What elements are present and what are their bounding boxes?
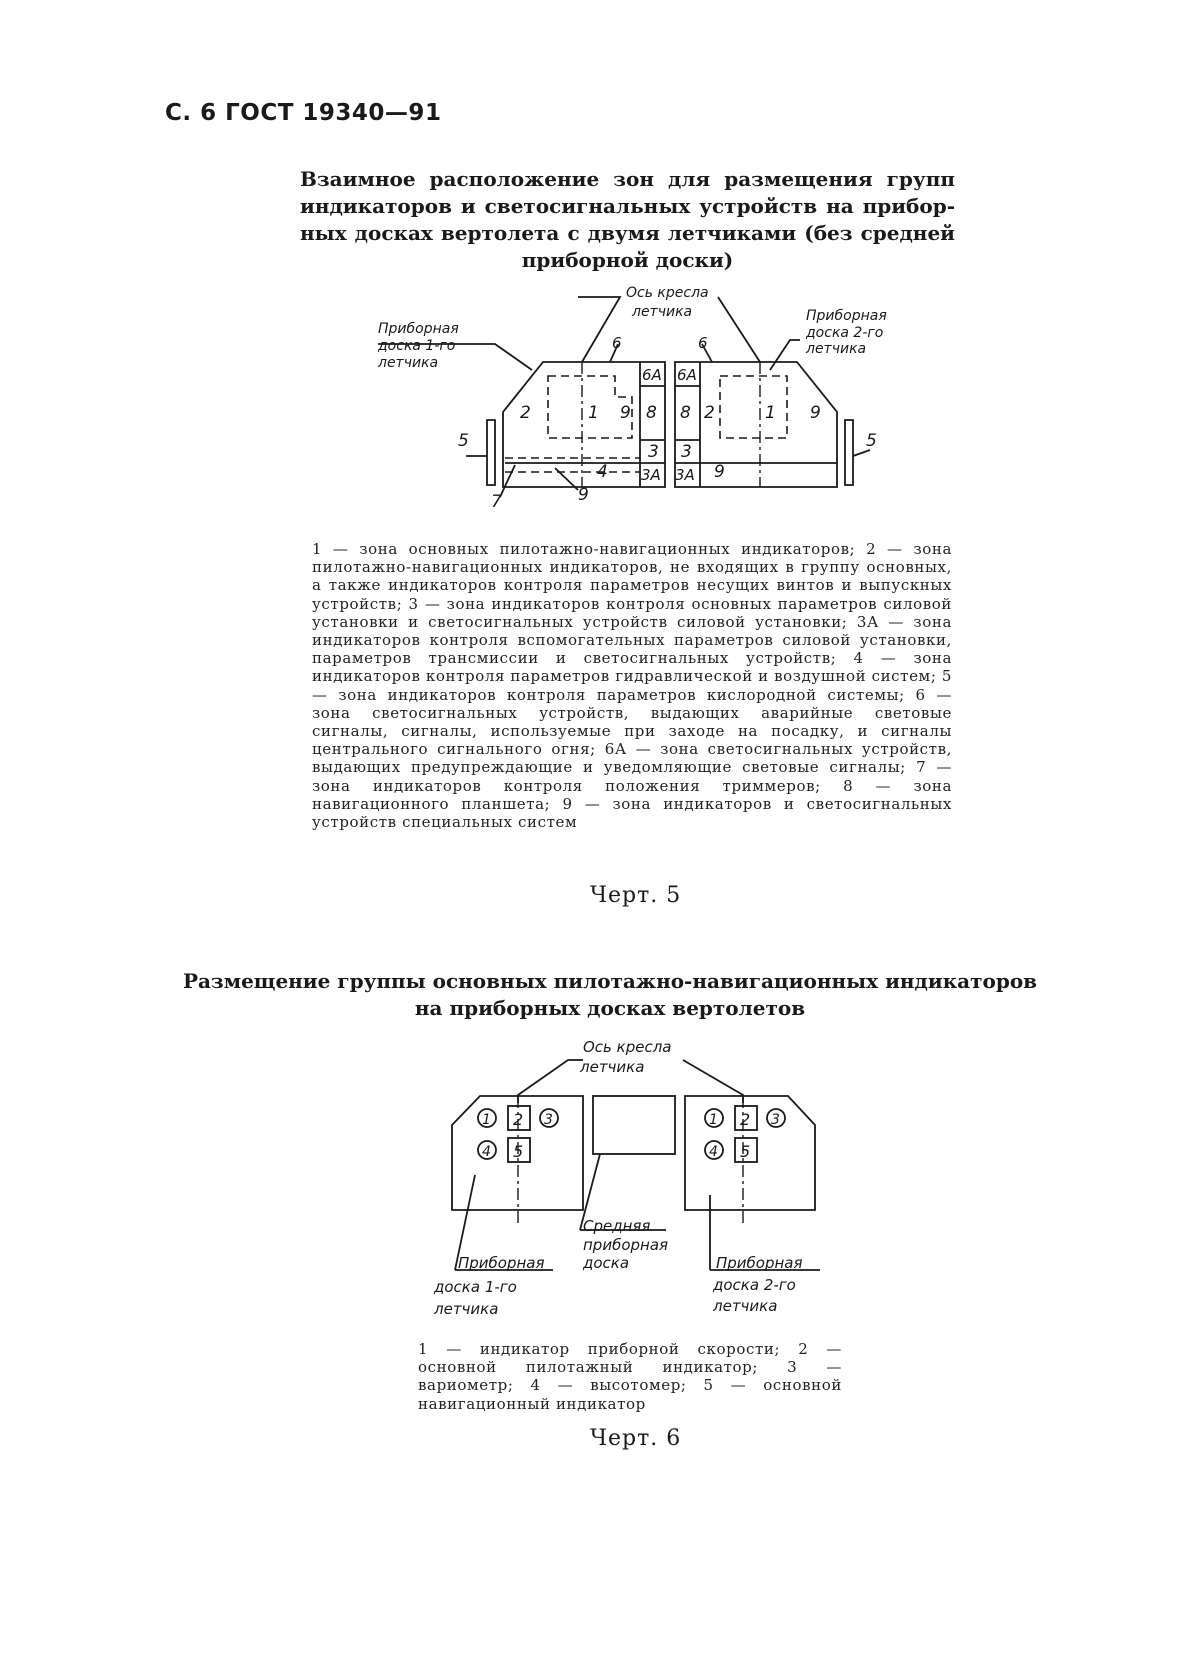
zone-1-board2: 1 [765,403,776,423]
board2-label-line2: доска 2-го [806,325,884,341]
zone-7: 7 [491,492,502,512]
axis-label-line1: Ось кресла [626,285,709,301]
fig6-axis-label-line1: Ось кресла [583,1038,672,1056]
fig6-middle-board [593,1096,675,1154]
zone-3a-board2: 3А [675,466,695,484]
figure5-title-line: ных досках вертолета с двумя летчиками (без средней [300,221,955,245]
board2-label-line3: летчика [806,341,867,357]
fig6-middle-label-line3: доска [583,1254,630,1272]
figure6-title-line: Размещение группы основных пилотажно-навигационных индикаторов [182,969,1038,993]
figure5-title-line: Взаимное расположение зон для размещения групп [300,167,955,191]
fig6-b1-num5: 5 [513,1142,524,1161]
zone-6a-board1: 6А [642,366,662,384]
fig6-middle-label-line2: приборная [583,1236,669,1254]
fig6-b2-num5: 5 [740,1142,751,1161]
zone-3a-board1: 3А [641,466,661,484]
board1-label-line3: летчика [378,355,439,371]
fig6-b1-num1: 1 [482,1112,491,1128]
fig6-b2-num4: 4 [709,1144,718,1160]
axis-label-line2: летчика [632,304,693,320]
fig6-b2-num2: 2 [740,1110,751,1129]
board1-label-line2: доска 1-го [378,338,456,354]
fig6-b2-num3: 3 [771,1112,780,1128]
zone-6-board2: 6 [698,334,708,352]
fig6-b2-num1: 1 [709,1112,718,1128]
zone-2-board1: 2 [520,403,531,423]
figure6-chert: Черт. 6 [590,1426,682,1451]
zone-9-board2: 9 [810,403,821,423]
zone-6-board1: 6 [612,334,622,352]
board2-label-line1: Приборная [806,308,887,324]
figure5-title-line: приборной доски) [521,248,734,272]
zone-9-board1: 9 [620,403,631,423]
zone-3-board2: 3 [681,442,692,462]
figure5-title-line: индикаторов и светосигнальных устройств на прибор- [300,194,955,218]
figure6-title-line: на приборных досках вертолетов [414,996,806,1020]
page-header: С. 6 ГОСТ 19340—91 [165,100,442,126]
board1-label-line1: Приборная [378,321,459,337]
zone-1-board1: 1 [588,403,599,423]
fig6-board2-label-line1: Приборная [716,1254,803,1272]
fig6-axis-label-line2: летчика [580,1058,645,1076]
fig6-b1-num2: 2 [513,1110,524,1129]
figure6-caption: 1 — индикатор приборной скорости; 2 — основной пилотажный индикатор; 3 — вариометр; 4 — высотомер; 5 — основной навигационный индикатор [418,1340,842,1413]
zone-5-left: 5 [458,431,469,451]
zone-3-board1: 3 [648,442,659,462]
zone-5-right: 5 [866,431,877,451]
zone-8-board2: 8 [680,403,691,423]
zone-2-board2: 2 [704,403,715,423]
zone-9-lower: 9 [714,462,725,482]
fig6-board1-label-line2: доска 1-го [434,1278,517,1296]
zone-8-board1: 8 [646,403,657,423]
fig6-middle-label-line1: Средняя [583,1217,651,1235]
fig6-b1-num3: 3 [544,1112,553,1128]
fig6-board1-label-line3: летчика [434,1300,499,1318]
fig6-board1-label-line1: Приборная [458,1254,545,1272]
fig6-board2-label-line2: доска 2-го [713,1276,796,1294]
zone-9-leader: 9 [578,485,589,505]
fig6-b1-num4: 4 [482,1144,491,1160]
zone-4: 4 [597,462,608,482]
zone-6a-board2: 6А [677,366,697,384]
figure5-caption: 1 — зона основных пилотажно-навигационных индикаторов; 2 — зона пилотажно-навигационных индикаторов, не входящих в группу основных, а также индикаторов контроля параметров несущих винтов и выпускных устройств; 3 — зона индикаторов контроля основных параметров силовой установки и светосигнальных устройств силовой установки; 3А — зона индикаторов контроля вспомогательных параметров силовой установки, параметров трансмиссии и светосигнальных устройств; 4 — зона индикаторов контроля параметров гидравлической и воздушной систем; 5 — зона индикаторов контроля параметров кислородной системы; 6 — зона светосигнальных устройств, выдающих аварийные световые сигналы, сигналы, используемые при заходе на посадку, и сигналы центрального сигнального огня; 6А — зона светосигнальных устройств, выдающих предупреждающие и уведомляющие световые сигналы; 7 — зона индикаторов контроля положения триммеров; 8 — зона навигационного планшета; 9 — зона индикаторов и светосигнальных устройств специальных систем [312,540,952,832]
figure5-chert: Черт. 5 [590,883,682,908]
fig6-board2-label-line3: летчика [713,1297,778,1315]
